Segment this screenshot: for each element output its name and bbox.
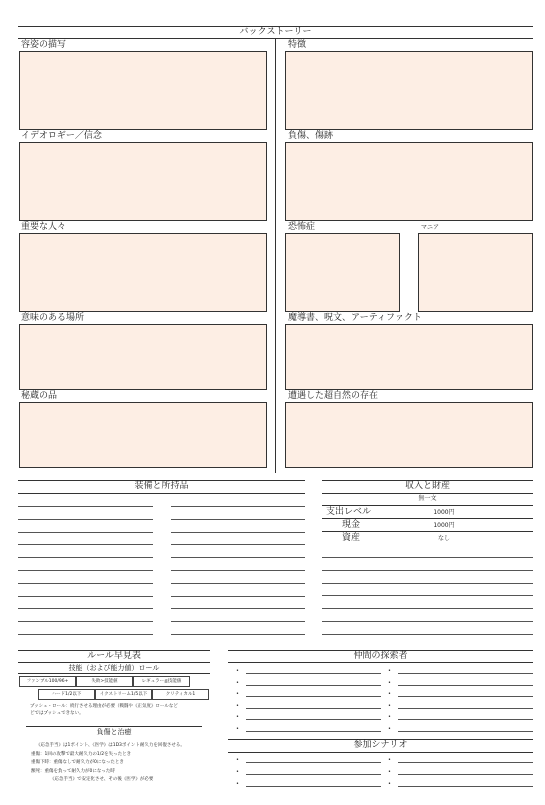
- fellow-line[interactable]: [398, 708, 533, 709]
- fellow-title: 仲間の探索者: [353, 651, 408, 661]
- traits-label: 特徴: [288, 40, 307, 50]
- spending-value[interactable]: 1000円: [433, 509, 455, 516]
- fellow-line[interactable]: [246, 685, 381, 686]
- scenarios-title-rule: [228, 752, 533, 753]
- rules-title-rule: [18, 662, 210, 663]
- skill-roll-title: 技能（および能力値）ロール: [68, 664, 160, 672]
- injury-line: 重傷：1回の攻撃で最大耐久力の1/2を失ったとき: [31, 752, 132, 757]
- gear-line[interactable]: [171, 621, 305, 622]
- bullet-icon: •: [236, 781, 239, 787]
- gear-line[interactable]: [171, 506, 305, 507]
- bullet-icon: •: [236, 679, 239, 686]
- spending-label: 支出レベル: [326, 507, 372, 517]
- wealth-title-rule: [322, 493, 533, 494]
- traits-field[interactable]: [285, 51, 533, 130]
- wealth-class-rule: [322, 505, 533, 506]
- gear-line[interactable]: [171, 634, 305, 635]
- gear-line[interactable]: [171, 608, 305, 609]
- cash-rule: [322, 531, 533, 532]
- gear-line[interactable]: [18, 608, 153, 609]
- tomes-field[interactable]: [285, 324, 533, 390]
- fellow-line[interactable]: [398, 673, 533, 674]
- extreme-cell: イクストリーム1/5以下: [95, 689, 152, 700]
- fellow-line[interactable]: [398, 731, 533, 732]
- scenario-line[interactable]: [246, 786, 381, 787]
- regular-cell: レギュラー≦技能値: [133, 676, 190, 687]
- gear-line[interactable]: [18, 570, 153, 571]
- appearance-label: 容姿の描写: [21, 40, 67, 50]
- bullet-icon: •: [388, 691, 391, 697]
- gear-line[interactable]: [171, 557, 305, 558]
- meaningful-locations-field[interactable]: [19, 324, 267, 390]
- scenarios-title: 参加シナリオ: [353, 740, 408, 750]
- treasured-possessions-field[interactable]: [19, 402, 267, 468]
- ideology-label: イデオロギー／信念: [21, 131, 102, 141]
- bullet-icon: •: [388, 781, 391, 787]
- assets-label: 資産: [342, 533, 361, 543]
- cash-value[interactable]: 1000円: [433, 522, 455, 529]
- scenario-line[interactable]: [246, 762, 381, 763]
- ideology-field[interactable]: [19, 142, 267, 221]
- fellow-line[interactable]: [246, 673, 381, 674]
- fellow-line[interactable]: [246, 719, 381, 720]
- gear-title-rule: [18, 493, 305, 494]
- significant-people-field[interactable]: [19, 233, 267, 312]
- scenario-line[interactable]: [398, 774, 533, 775]
- fellow-line[interactable]: [246, 696, 381, 697]
- encounters-label: 遭遇した超自然の存在: [288, 391, 379, 401]
- gear-line[interactable]: [18, 557, 153, 558]
- scenario-line[interactable]: [246, 774, 381, 775]
- fellow-line[interactable]: [398, 719, 533, 720]
- backstory-title: バックストーリー: [239, 27, 312, 37]
- gear-line[interactable]: [18, 544, 153, 545]
- injury-line: 《応急手当》で安定化させ、その後《医学》が必要: [50, 777, 154, 782]
- meaningful-locations-label: 意味のある場所: [21, 313, 85, 323]
- injury-line: 《応急手当》は1ポイント、《医学》は1D3ポイント耐久力を回復させる。: [36, 743, 185, 748]
- injury-title: 負傷と治癒: [96, 728, 132, 736]
- fellow-line[interactable]: [398, 685, 533, 686]
- wealth-line[interactable]: [322, 557, 533, 558]
- fellow-line[interactable]: [246, 731, 381, 732]
- gear-line[interactable]: [18, 519, 153, 520]
- bullet-icon: •: [388, 702, 391, 709]
- scenario-line[interactable]: [398, 762, 533, 763]
- hard-cell: ハード1/2以下: [38, 689, 95, 700]
- gear-title: 装備と所持品: [134, 481, 189, 491]
- gear-line[interactable]: [18, 621, 153, 622]
- scenario-line[interactable]: [398, 786, 533, 787]
- backstory-divider: [275, 38, 276, 473]
- treasured-possessions-label: 秘蔵の品: [21, 391, 58, 401]
- bullet-icon: •: [388, 769, 391, 775]
- gear-line[interactable]: [18, 506, 153, 507]
- bullet-icon: •: [236, 769, 239, 775]
- gear-line[interactable]: [171, 570, 305, 571]
- bullet-icon: •: [388, 725, 391, 732]
- gear-line[interactable]: [18, 596, 153, 597]
- cash-label: 現金: [342, 520, 361, 530]
- injury-line: 瀕死：重傷を負って耐久力が0になった時: [31, 769, 115, 774]
- gear-line[interactable]: [171, 583, 305, 584]
- injuries-label: 負傷、傷跡: [288, 131, 334, 141]
- assets-value[interactable]: なし: [437, 535, 450, 542]
- significant-people-label: 重要な人々: [21, 222, 67, 232]
- manias-label: マニア: [421, 224, 440, 231]
- bullet-icon: •: [388, 714, 391, 720]
- bullet-icon: •: [388, 757, 391, 763]
- manias-field[interactable]: [418, 233, 533, 312]
- wealth-class: 無一文: [418, 495, 437, 502]
- tomes-label: 魔導書、呪文、アーティファクト: [288, 313, 422, 323]
- rules-title: ルール早見表: [87, 651, 141, 661]
- gear-line[interactable]: [171, 596, 305, 597]
- wealth-line[interactable]: [322, 608, 533, 609]
- push-text-1: プッシュ・ロール：続行させる理由が必要（戦闘や《正気度》ロールなど: [30, 704, 178, 709]
- bullet-icon: •: [236, 668, 239, 674]
- injury-top-rule: [26, 726, 202, 727]
- injury-line: 重傷下時：重傷なしで耐久力が0になったとき: [31, 760, 124, 765]
- phobias-field[interactable]: [285, 233, 400, 312]
- wealth-line[interactable]: [322, 634, 533, 635]
- bullet-icon: •: [236, 702, 239, 709]
- wealth-line[interactable]: [322, 621, 533, 622]
- bullet-icon: •: [236, 691, 239, 697]
- gear-line[interactable]: [18, 532, 153, 533]
- fumble-cell: ファンブル100/96+: [19, 676, 76, 687]
- gear-line[interactable]: [171, 519, 305, 520]
- appearance-field[interactable]: [19, 51, 267, 130]
- fellow-line[interactable]: [398, 696, 533, 697]
- injuries-field[interactable]: [285, 142, 533, 221]
- gear-line[interactable]: [171, 544, 305, 545]
- bullet-icon: •: [236, 757, 239, 763]
- skill-roll-rule: [18, 673, 210, 674]
- critical-cell: クリティカル1: [152, 689, 209, 700]
- failure-cell: 失敗>技能値: [76, 676, 133, 687]
- push-text-2: どではプッシュできない。: [30, 711, 84, 716]
- wealth-line[interactable]: [322, 583, 533, 584]
- wealth-line[interactable]: [322, 595, 533, 596]
- spending-rule: [322, 518, 533, 519]
- bullet-icon: •: [388, 668, 391, 674]
- bullet-icon: •: [236, 725, 239, 732]
- fellow-line[interactable]: [246, 708, 381, 709]
- bullet-icon: •: [388, 679, 391, 686]
- fellow-title-rule: [228, 662, 533, 663]
- gear-line[interactable]: [18, 583, 153, 584]
- phobias-label: 恐怖症: [288, 222, 316, 232]
- bullet-icon: •: [236, 714, 239, 720]
- gear-line[interactable]: [18, 634, 153, 635]
- gear-line[interactable]: [171, 532, 305, 533]
- encounters-field[interactable]: [285, 402, 533, 468]
- wealth-line[interactable]: [322, 570, 533, 571]
- wealth-title: 収入と財産: [404, 481, 450, 491]
